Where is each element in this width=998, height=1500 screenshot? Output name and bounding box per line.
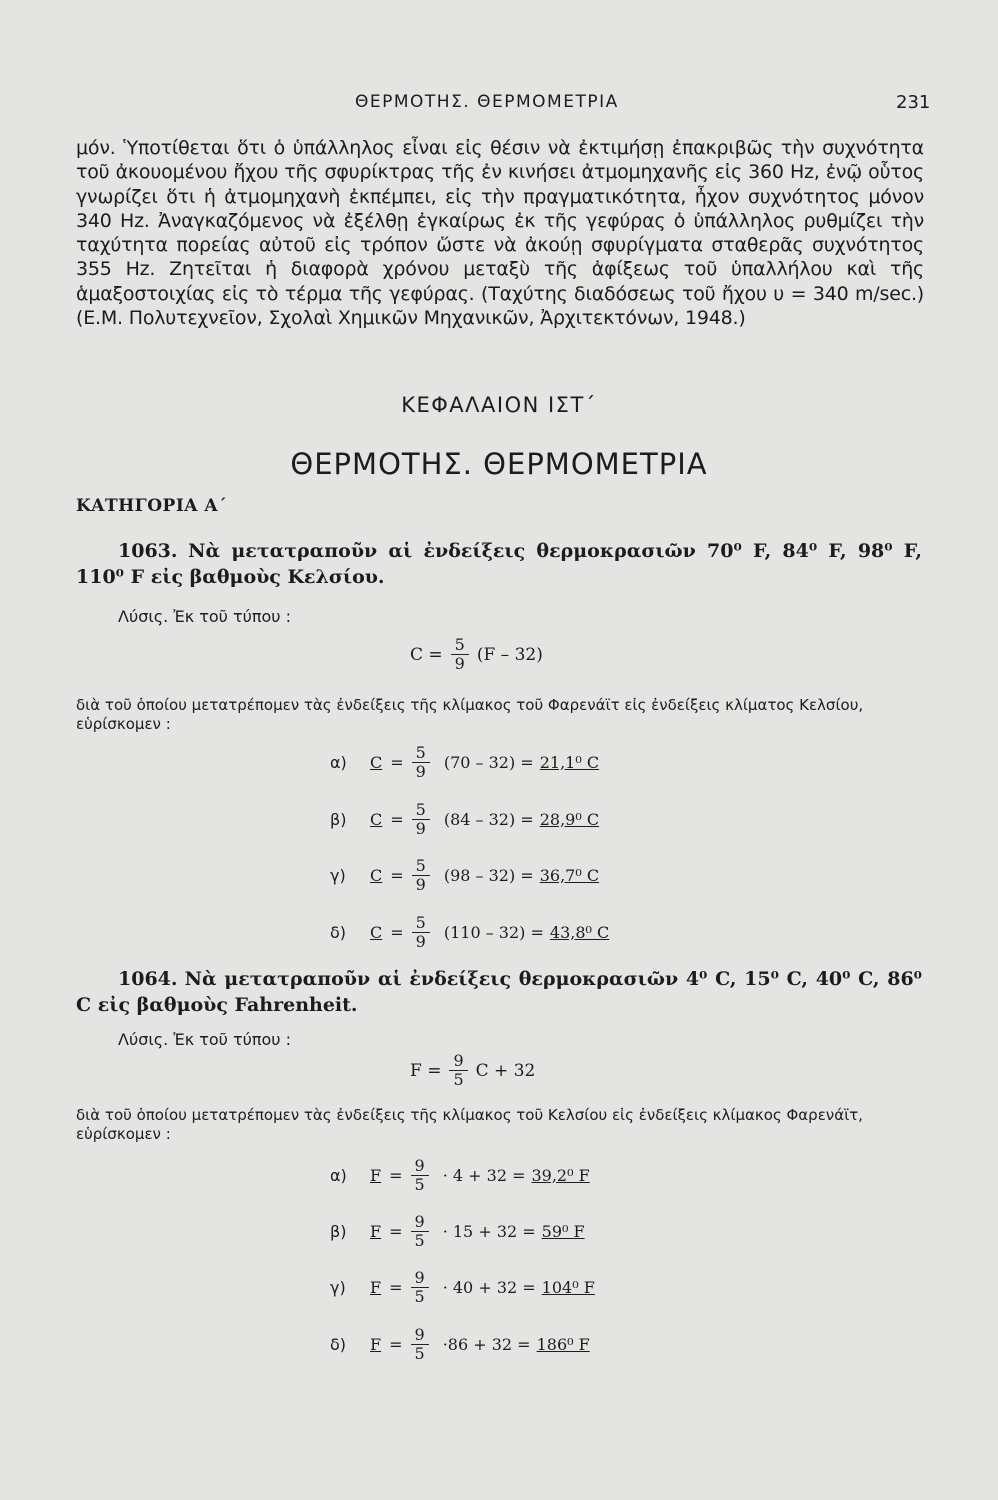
solution-intro: Λύσις. Ἐκ τοῦ τύπου : xyxy=(118,607,292,626)
formula-fraction xyxy=(449,1052,467,1089)
solution-intro: Λύσις. Ἐκ τοῦ τύπου : xyxy=(118,1030,292,1049)
row-label: γ) xyxy=(330,865,346,885)
row-variable: C xyxy=(370,865,383,885)
row-equals: = xyxy=(390,865,404,885)
fraction-numerator: 5 xyxy=(415,912,426,932)
fraction-numerator: 9 xyxy=(414,1155,425,1175)
problem-number: 1063. xyxy=(118,540,178,562)
row-variable: F xyxy=(370,1221,382,1241)
calc-row xyxy=(330,853,599,897)
row-expression: · 15 + 32 = xyxy=(442,1221,536,1241)
fraction-denominator: 9 xyxy=(451,654,469,673)
problem-1063-statement xyxy=(76,538,922,590)
problem-1064-statement xyxy=(76,966,922,1018)
row-result: 43,8⁰ C xyxy=(549,922,610,942)
fraction-numerator: 5 xyxy=(454,635,465,654)
fraction-denominator: 9 xyxy=(412,762,430,781)
explanation-paragraph: διὰ τοῦ ὁποίου μετατρέπομεν τὰς ἐνδείξεις τῆς κλίμακος τοῦ Φαρενάϊτ εἰς ἐνδείξεις κλίματος Κελσίου, εὑρίσκομεν : xyxy=(76,696,864,733)
row-variable: C xyxy=(370,752,383,772)
fraction-numerator: 9 xyxy=(414,1324,425,1344)
row-expression: (84 – 32) = xyxy=(443,809,534,829)
row-result: 39,2⁰ F xyxy=(531,1165,590,1185)
calc-row xyxy=(330,1153,590,1197)
row-variable: C xyxy=(370,809,383,829)
problem-text: Νὰ μετατραποῦν αἱ ἐνδείξεις θερμοκρασιῶν 70⁰ F, 84⁰ F, 98⁰ F, 110⁰ F εἰς βαθμοὺς Κελσίου. xyxy=(76,540,923,588)
explanation-text xyxy=(76,1106,924,1144)
fraction-denominator: 9 xyxy=(412,819,430,838)
page-number: 231 xyxy=(896,92,931,113)
fraction-denominator: 5 xyxy=(411,1287,429,1306)
formula-fraction xyxy=(451,636,469,673)
row-result: 28,9⁰ C xyxy=(539,809,600,829)
row-expression: · 40 + 32 = xyxy=(442,1277,536,1297)
row-expression: ·86 + 32 = xyxy=(442,1334,531,1354)
row-equals: = xyxy=(389,1165,403,1185)
calc-row xyxy=(330,1209,585,1253)
row-fraction xyxy=(411,1269,429,1306)
chapter-label: ΚΕΦΑΛΑΙΟΝ ΙΣΤ΄ xyxy=(401,393,597,417)
calc-row xyxy=(330,910,609,954)
row-variable: F xyxy=(370,1334,382,1354)
row-fraction xyxy=(411,1157,429,1194)
row-fraction xyxy=(411,1326,429,1363)
running-title: ΘΕΡΜΟΤΗΣ. ΘΕΡΜΟΜΕΤΡΙΑ xyxy=(355,92,619,112)
fraction-numerator: 5 xyxy=(415,742,426,762)
fraction-denominator: 5 xyxy=(449,1070,467,1089)
fraction-numerator: 9 xyxy=(414,1211,425,1231)
row-result: 59⁰ F xyxy=(541,1221,585,1241)
problem-number: 1064. xyxy=(118,968,178,990)
row-expression: (70 – 32) = xyxy=(443,752,534,772)
fraction-numerator: 5 xyxy=(415,799,426,819)
row-label: β) xyxy=(330,1221,347,1241)
row-result: 186⁰ F xyxy=(536,1334,590,1354)
formula-lhs: C = xyxy=(410,644,443,665)
explanation-text xyxy=(76,696,924,734)
row-label: δ) xyxy=(330,922,347,942)
row-variable: F xyxy=(370,1277,382,1297)
row-equals: = xyxy=(390,752,404,772)
formula-rhs: (F – 32) xyxy=(476,644,543,665)
row-result: 104⁰ F xyxy=(541,1277,595,1297)
previous-problem-continuation xyxy=(76,136,924,330)
row-label: β) xyxy=(330,809,347,829)
row-result: 36,7⁰ C xyxy=(539,865,600,885)
fahrenheit-formula xyxy=(410,1052,535,1089)
formula-rhs: C + 32 xyxy=(475,1060,536,1081)
row-equals: = xyxy=(389,1221,403,1241)
fraction-denominator: 9 xyxy=(412,875,430,894)
calc-row xyxy=(330,740,599,784)
calc-row xyxy=(330,1265,595,1309)
row-equals: = xyxy=(390,922,404,942)
fraction-denominator: 5 xyxy=(411,1344,429,1363)
row-fraction xyxy=(412,801,430,838)
row-fraction xyxy=(412,857,430,894)
row-result: 21,1⁰ C xyxy=(539,752,600,772)
row-equals: = xyxy=(390,809,404,829)
formula-lhs: F = xyxy=(410,1060,442,1081)
row-equals: = xyxy=(389,1277,403,1297)
row-equals: = xyxy=(389,1334,403,1354)
explanation-paragraph: διὰ τοῦ ὁποίου μετατρέπομεν τὰς ἐνδείξεις τῆς κλίμακος τοῦ Κελσίου εἰς ἐνδείξεις κλίμακος Φαρενάϊτ, εὑρίσκομεν : xyxy=(76,1106,863,1143)
fraction-denominator: 5 xyxy=(411,1175,429,1194)
fraction-denominator: 5 xyxy=(411,1231,429,1250)
row-label: α) xyxy=(330,1165,347,1185)
row-variable: C xyxy=(370,922,383,942)
row-expression: (110 – 32) = xyxy=(443,922,544,942)
calc-row xyxy=(330,1322,590,1366)
row-expression: (98 – 32) = xyxy=(443,865,534,885)
fraction-numerator: 9 xyxy=(414,1267,425,1287)
row-fraction xyxy=(411,1213,429,1250)
fraction-denominator: 9 xyxy=(412,932,430,951)
celsius-formula xyxy=(410,636,543,673)
row-label: γ) xyxy=(330,1277,346,1297)
category-heading: ΚΑΤΗΓΟΡΙΑ Α΄ xyxy=(76,496,228,516)
row-expression: · 4 + 32 = xyxy=(442,1165,526,1185)
row-label: δ) xyxy=(330,1334,347,1354)
row-label: α) xyxy=(330,752,347,772)
intro-paragraph: μόν. Ὑποτίθεται ὅτι ὁ ὑπάλληλος εἶναι εἰς θέσιν νὰ ἐκτιμήσῃ ἐπακριβῶς τὴν συχνότητα τοῦ ἀκουομένου ἤχου τῆς σφυρίκτρας τῆς ἐν κινήσει ἀτμομηχανῆς εἰς 360 Hz, ἐνῷ οὗτος γνωρίζει ὅτι ἡ ἀτμομηχανὴ ἐκπέμπει, εἰς τὴν πραγματικότητα, ἦχον συχνότητος μόνον 340 Hz. Ἀναγκαζόμενος νὰ ἐξέλθῃ ἐγκαίρως ἐκ τῆς γεφύρας ὁ ὑπάλληλος ρυθμίζει τὴν ταχύτητα πορείας αὐτοῦ εἰς τρόπον ὥστε νὰ ἀκούῃ σφυρίγματα σταθερᾶς συχνότητος 355 Hz. Ζητεῖται ἡ διαφορὰ χρόνου μεταξὺ τῆς ἀφίξεως τοῦ ὑπαλλήλου καὶ τῆς ἁμαξοστοιχίας εἰς τὸ τέρμα τῆς γεφύρας. (Ταχύτης διαδόσεως τοῦ ἤχου υ = 340 m/sec.) (Ε.Μ. Πολυτεχνεῖον, Σχολαὶ Χημικῶν Μηχανικῶν, Ἀρχιτεκτόνων, 1948.) xyxy=(76,137,924,330)
chapter-title: ΘΕΡΜΟΤΗΣ. ΘΕΡΜΟΜΕΤΡΙΑ xyxy=(290,447,708,481)
fraction-numerator: 5 xyxy=(415,855,426,875)
calc-row xyxy=(330,797,599,841)
row-variable: F xyxy=(370,1165,382,1185)
problem-text: Νὰ μετατραποῦν αἱ ἐνδείξεις θερμοκρασιῶν 4⁰ C, 15⁰ C, 40⁰ C, 86⁰ C εἰς βαθμοὺς Fahrenheit. xyxy=(76,968,922,1016)
row-fraction xyxy=(412,744,430,781)
fraction-numerator: 9 xyxy=(453,1051,464,1070)
page-header xyxy=(0,92,998,120)
row-fraction xyxy=(412,914,430,951)
